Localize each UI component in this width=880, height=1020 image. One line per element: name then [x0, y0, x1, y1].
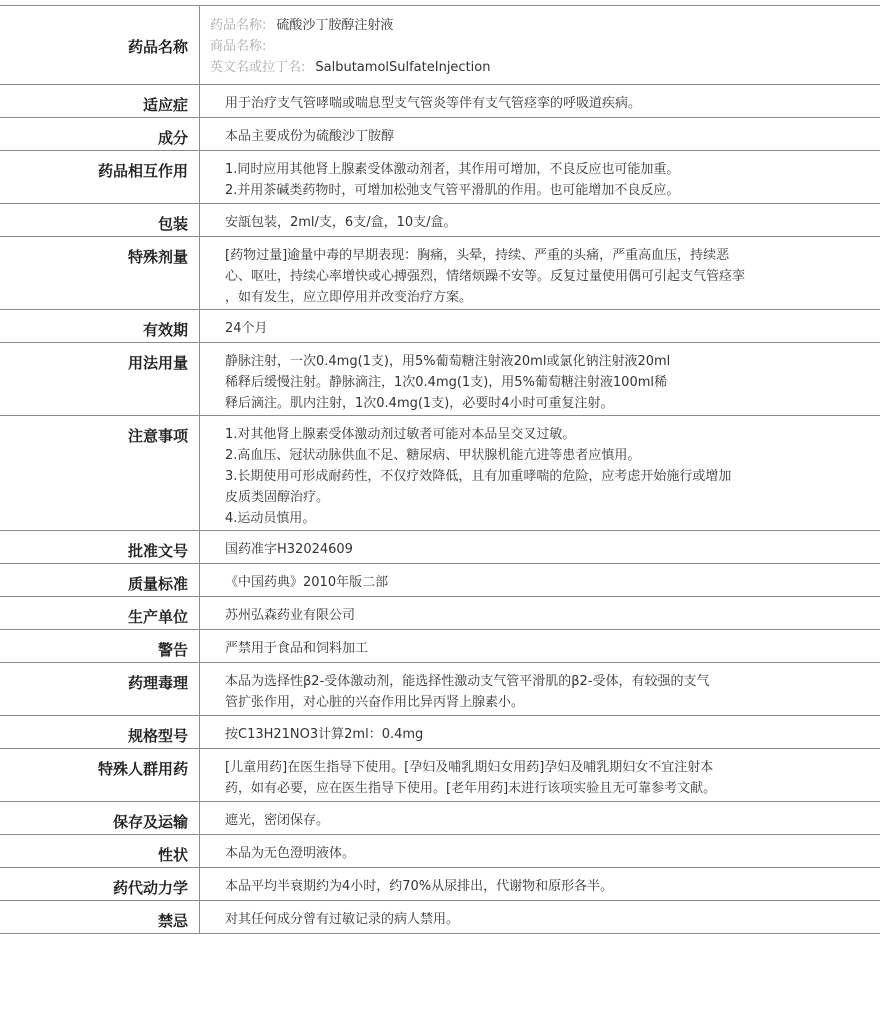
row-label: 药理毒理	[0, 663, 200, 715]
row-pharmacology	[0, 662, 880, 715]
row-value	[200, 597, 880, 629]
row-value	[200, 802, 880, 834]
row-label: 特殊人群用药	[0, 749, 200, 801]
row-storage	[0, 801, 880, 834]
row-line: 本品为无色澄明液体。	[225, 846, 356, 861]
row-line: 药，如有必要，应在医生指导下使用。[老年用药]未进行该项实验且无可靠参考文献。	[225, 781, 717, 796]
row-line: 心、呕吐，持续心率增快或心搏强烈，情绪烦躁不安等。反复过量使用偶可引起支气管痉挛	[225, 269, 746, 284]
row-label: 用法用量	[0, 343, 200, 415]
row-drug-name	[0, 5, 880, 84]
row-line: 1.同时应用其他肾上腺素受体激动剂者，其作用可增加，不良反应也可能加重。	[225, 162, 680, 177]
row-value	[200, 835, 880, 867]
row-line: 24个月	[225, 321, 268, 336]
row-packaging	[0, 203, 880, 236]
row-value	[200, 663, 880, 715]
row-value	[200, 151, 880, 203]
row-label-text: 药品名称	[127, 38, 188, 56]
row-quality-standard	[0, 563, 880, 596]
row-value	[200, 85, 880, 117]
row-value	[200, 343, 880, 415]
row-value	[200, 901, 880, 933]
row-label: 药品相互作用	[0, 151, 200, 203]
row-line: 本品为选择性β2-受体激动剂，能选择性激动支气管平滑肌的β2-受体，有较强的支气	[225, 674, 710, 689]
row-line: 《中国药典》2010年版二部	[225, 575, 389, 590]
row-interactions	[0, 150, 880, 203]
row-line: 3.长期使用可形成耐药性，不仅疗效降低，且有加重哮喘的危险，应考虑开始施行或增加	[225, 469, 732, 484]
row-line: 苏州弘森药业有限公司	[225, 608, 356, 623]
row-value	[200, 310, 880, 342]
row-approval-number	[0, 530, 880, 563]
row-line: ，如有发生，应立即停用并改变治疗方案。	[225, 290, 473, 305]
row-line: 1.对其他肾上腺素受体激动剂过敏者可能对本品呈交叉过敏。	[225, 427, 576, 442]
row-line: 严禁用于食品和饲料加工	[225, 641, 369, 656]
row-label: 保存及运输	[0, 802, 200, 834]
name-fields	[200, 6, 880, 84]
row-line: 遮光，密闭保存。	[225, 813, 330, 828]
row-label: 生产单位	[0, 597, 200, 629]
row-indications	[0, 84, 880, 117]
row-shelf-life	[0, 309, 880, 342]
row-label: 规格型号	[0, 716, 200, 748]
row-label: 特殊剂量	[0, 237, 200, 309]
row-line: 2.高血压、冠状动脉供血不足、糖尿病、甲状腺机能亢进等患者应慎用。	[225, 448, 641, 463]
name-field-generic: 药品名称: 硫酸沙丁胺醇注射液	[210, 18, 394, 33]
row-line: 稀释后缓慢注射。静脉滴注，1次0.4mg(1支)，用5%葡萄糖注射液100ml稀	[225, 375, 667, 390]
row-line: 安瓿包装，2ml/支，6支/盒，10支/盒。	[225, 215, 457, 230]
row-line: 用于治疗支气管哮喘或喘息型支气管炎等伴有支气管痉挛的呼吸道疾病。	[225, 96, 642, 111]
row-value	[200, 416, 880, 530]
row-dosage	[0, 342, 880, 415]
row-label: 质量标准	[0, 564, 200, 596]
row-label: 包装	[0, 204, 200, 236]
row-label: 批准文号	[0, 531, 200, 563]
row-label: 警告	[0, 630, 200, 662]
row-warning	[0, 629, 880, 662]
row-label: 注意事项	[0, 416, 200, 530]
row-special-dosage	[0, 236, 880, 309]
row-label: 性状	[0, 835, 200, 867]
row-line: 对其任何成分曾有过敏记录的病人禁用。	[225, 912, 460, 927]
row-line: [药物过量]逾量中毒的早期表现：胸痛，头晕，持续、严重的头痛，严重高血压，持续恶	[225, 248, 730, 263]
row-line: 2.并用茶碱类药物时，可增加松弛支气管平滑肌的作用。也可能增加不良反应。	[225, 183, 680, 198]
row-line: 4.运动员慎用。	[225, 511, 316, 526]
row-manufacturer	[0, 596, 880, 629]
row-line: 按C13H21NO3计算2ml：0.4mg	[225, 727, 424, 742]
row-label	[0, 6, 200, 84]
row-label: 成分	[0, 118, 200, 150]
row-line: 本品平均半衰期约为4小时，约70%从尿排出，代谢物和原形各半。	[225, 879, 614, 894]
row-value	[200, 118, 880, 150]
row-appearance	[0, 834, 880, 867]
drug-info-table	[0, 5, 880, 934]
row-line: 管扩张作用，对心脏的兴奋作用比异丙肾上腺素小。	[225, 695, 525, 710]
row-label: 禁忌	[0, 901, 200, 933]
row-precautions	[0, 415, 880, 530]
row-label: 有效期	[0, 310, 200, 342]
row-value	[200, 868, 880, 900]
row-value	[200, 237, 880, 309]
row-value	[200, 749, 880, 801]
row-line: 释后滴注。肌内注射，1次0.4mg(1支)，必要时4小时可重复注射。	[225, 396, 614, 411]
name-field-english: 英文名或拉丁名: SalbutamolSulfateInjection	[210, 60, 491, 75]
row-ingredients	[0, 117, 880, 150]
row-line: 静脉注射，一次0.4mg(1支)，用5%葡萄糖注射液20ml或氯化钠注射液20ml	[225, 354, 671, 369]
row-line: [儿童用药]在医生指导下使用。[孕妇及哺乳期妇女用药]孕妇及哺乳期妇女不宜注射本	[225, 760, 714, 775]
row-pharmacokinetics	[0, 867, 880, 900]
row-specification	[0, 715, 880, 748]
row-contraindications	[0, 900, 880, 934]
row-value	[200, 630, 880, 662]
row-special-populations	[0, 748, 880, 801]
row-value	[200, 204, 880, 236]
row-label: 适应症	[0, 85, 200, 117]
row-label: 药代动力学	[0, 868, 200, 900]
row-value	[200, 564, 880, 596]
row-line: 国药准字H32024609	[225, 542, 353, 557]
name-field-trade: 商品名称:	[210, 39, 267, 54]
row-value	[200, 531, 880, 563]
row-line: 皮质类固醇治疗。	[225, 490, 330, 505]
row-value	[200, 716, 880, 748]
row-line: 本品主要成份为硫酸沙丁胺醇	[225, 129, 395, 144]
